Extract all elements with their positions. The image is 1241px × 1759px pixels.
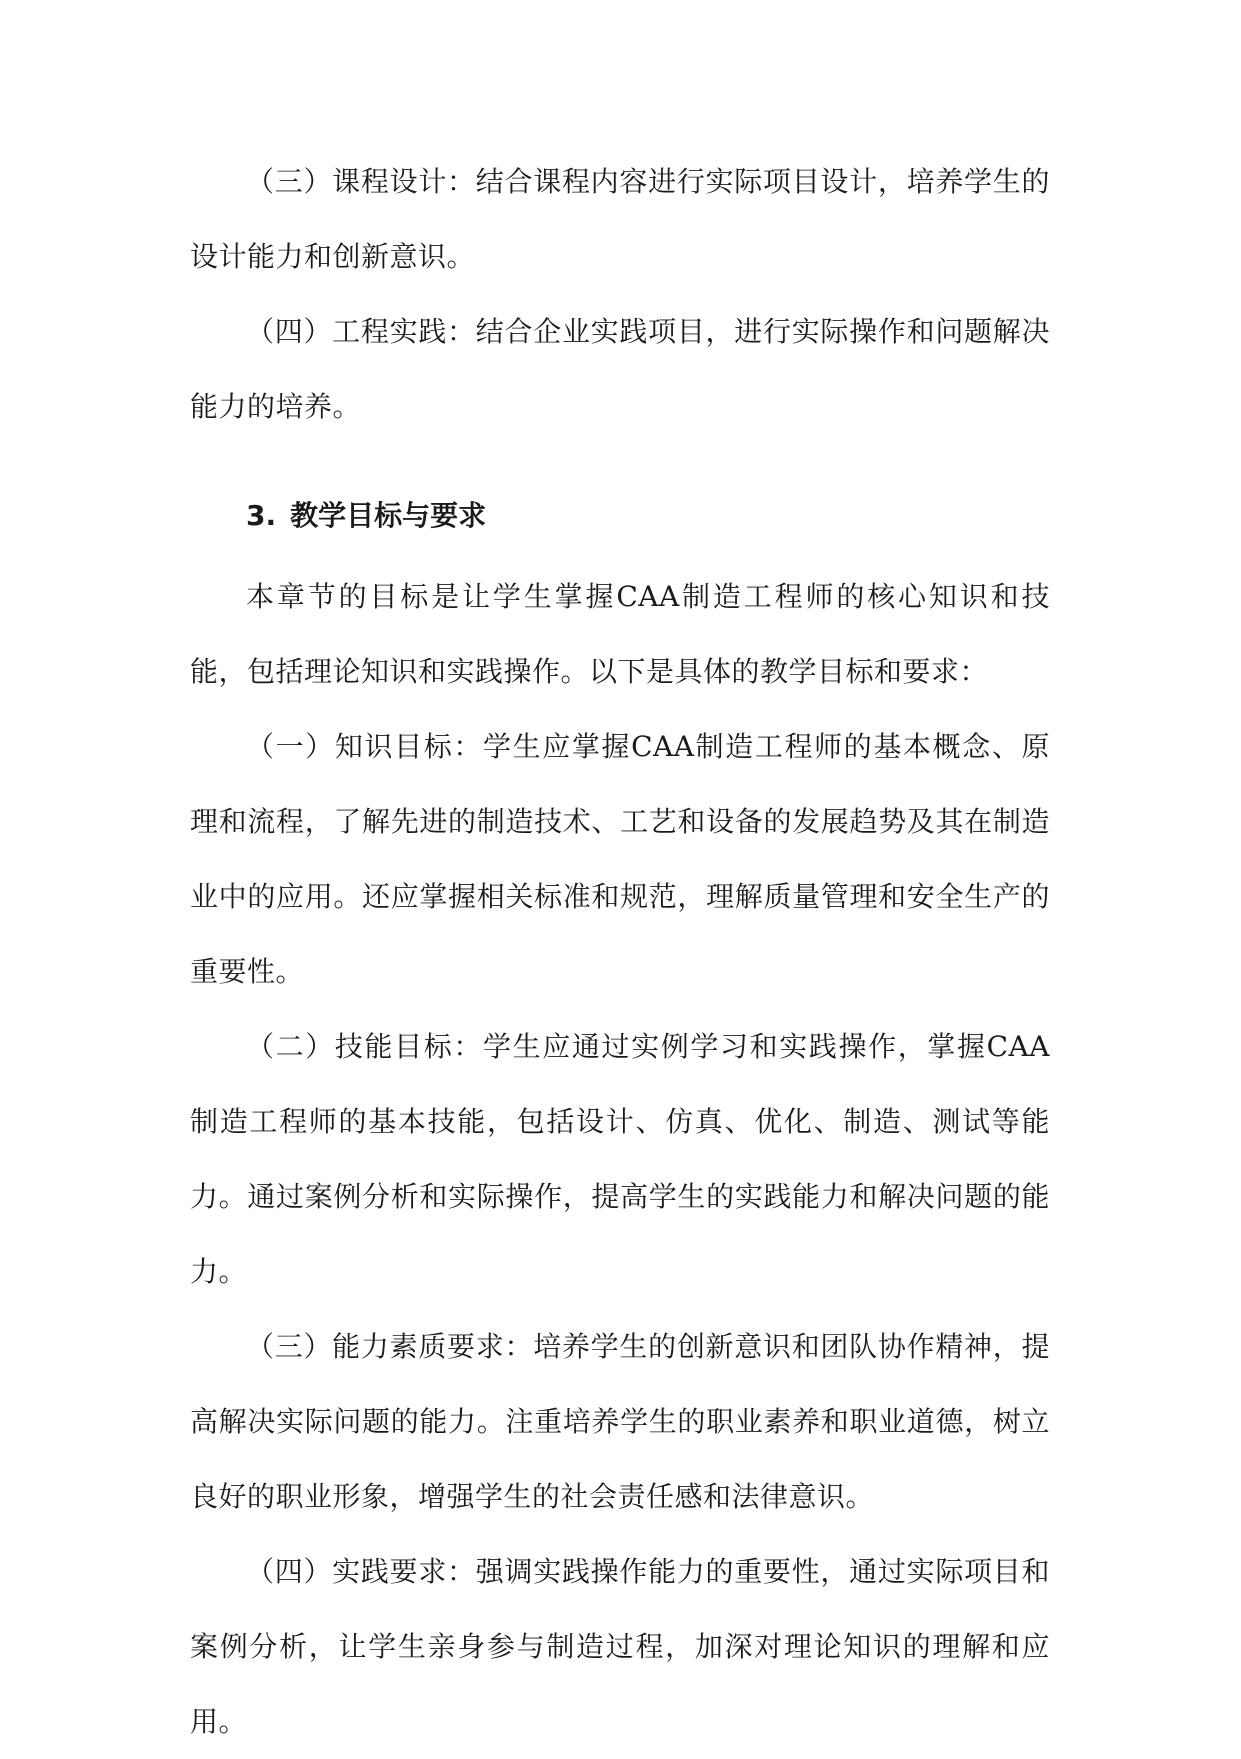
paragraph-engineering-practice: （四）工程实践：结合企业实践项目，进行实际操作和问题解决能力的培养。	[190, 315, 1050, 423]
section-heading	[190, 478, 1050, 553]
paragraph-intro: 本章节的目标是让学生掌握CAA制造工程师的核心知识和技能，包括理论知识和实践操作。以下是具体的教学目标和要求：	[190, 580, 1050, 688]
paragraph-knowledge-goal: （一）知识目标：学生应掌握CAA制造工程师的基本概念、原理和流程，了解先进的制造技术、工艺和设备的发展趋势及其在制造业中的应用。还应掌握相关标准和规范，理解质量管理和安全生产的重要性。	[190, 730, 1050, 988]
section-number: 3.	[246, 499, 277, 532]
paragraph-practice-requirement: （四）实践要求：强调实践操作能力的重要性，通过实际项目和案例分析，让学生亲身参与制造过程，加深对理论知识的理解和应用。	[190, 1555, 1050, 1738]
paragraph-course-design: （三）课程设计：结合课程内容进行实际项目设计，培养学生的设计能力和创新意识。	[190, 165, 1050, 273]
paragraph-skill-goal: （二）技能目标：学生应通过实例学习和实践操作，掌握CAA制造工程师的基本技能，包括设计、仿真、优化、制造、测试等能力。通过案例分析和实际操作，提高学生的实践能力和解决问题的能力。	[190, 1030, 1050, 1288]
section-title: 教学目标与要求	[290, 499, 487, 532]
document-body	[190, 144, 1050, 1759]
paragraph-ability-requirement: （三）能力素质要求：培养学生的创新意识和团队协作精神，提高解决实际问题的能力。注重培养学生的职业素养和职业道德，树立良好的职业形象，增强学生的社会责任感和法律意识。	[190, 1330, 1050, 1513]
